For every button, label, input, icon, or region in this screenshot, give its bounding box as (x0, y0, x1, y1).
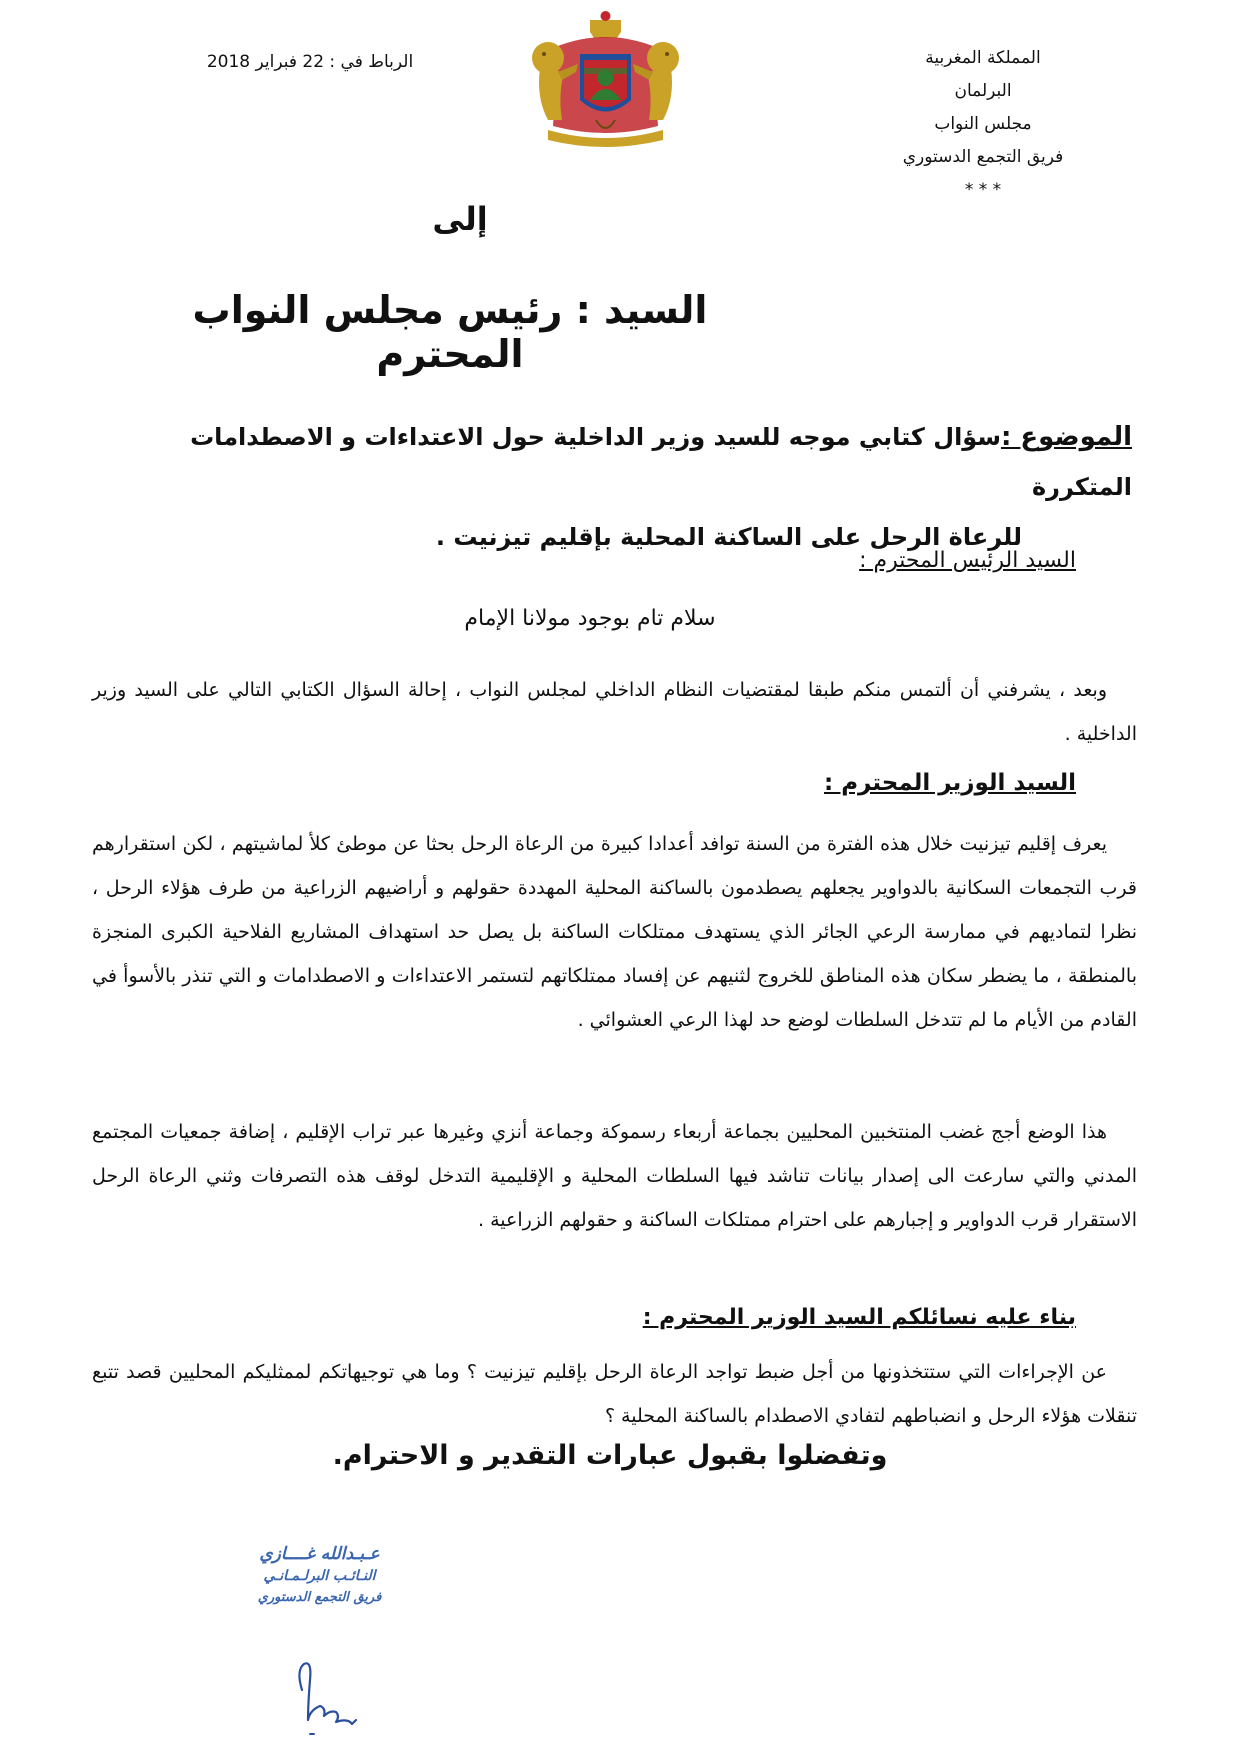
greeting: سلام تام بوجود مولانا الإمام (464, 606, 716, 631)
house-line: مجلس النواب (934, 114, 1032, 134)
group-line: فريق التجمع الدستوري (902, 147, 1064, 167)
signatory-party: فريق التجمع الدستوري (257, 1590, 382, 1605)
sender-header (853, 42, 1113, 207)
question-heading: بناء عليه نسائلكم السيد الوزير المحترم : (642, 1305, 1076, 1330)
separator-stars: * * * (964, 180, 1002, 200)
subject-text-1: سؤال كتابي موجه للسيد وزير الداخلية حول الاعتداءات و الاصطدامات المتكررة (190, 423, 1132, 501)
subject-line-1 (140, 412, 1132, 512)
question-paragraph (92, 1350, 1137, 1438)
subject-block (140, 412, 1132, 562)
crown-icon (590, 11, 621, 38)
paragraph-2-text: هذا الوضع أجج غضب المنتخبين المحليين بجماعة أربعاء رسموكة وجماعة أنزي وغيرها عبر تراب الإقليم ، إضافة جمعيات المجتمع المدني والتي سارعت الى إصدار بيانات تناشد فيها السلطات المحلية و الإقليمية التدخل لوقف هذه التصرفات وثني الرعاة الرحل الاستقرار قرب الدواوير و إجبارهم على احترام ممتلكات الساكنة و حقولهم الزراعية . (92, 1121, 1137, 1231)
to-label: إلى (432, 200, 488, 238)
intro-text: وبعد ، يشرفني أن ألتمس منكم طبقا لمقتضيات النظام الداخلي لمجلس النواب ، إحالة السؤال الكتابي التالي على السيد وزير الداخلية . (92, 679, 1137, 745)
minister-salutation: السيد الوزير المحترم : (823, 770, 1076, 796)
signatory-name: عـبـدالله غــــازي (259, 1544, 380, 1564)
body-paragraph-2 (92, 1110, 1137, 1242)
kingdom-line: المملكة المغربية (925, 48, 1041, 68)
question-text: عن الإجراءات التي ستتخذونها من أجل ضبط تواجد الرعاة الرحل بإقليم تيزنيت ؟ وما هي توجيهاتكم لممثليكم المحليين قصد تتبع تنقلات هؤلاء الرحل و انضباطهم لتفادي الاصطدام بالساكنة المحلية ؟ (92, 1361, 1137, 1427)
recipient-title: السيد : رئيس مجلس النواب المحترم (192, 288, 708, 376)
paragraph-1-text: يعرف إقليم تيزنيت خلال هذه الفترة من السنة توافد أعدادا كبيرة من الرعاة الرحل بحثا عن موطئ كلأ لماشيتهم ، لكن استقرارهم قرب التجمعات السكانية بالدواوير يجعلهم يصطدمون بالساكنة المحلية المهددة حقولهم و أراضيهم الزراعية من طرف هؤلاء الرحل ، نظرا لتماديهم في ممارسة الرعي الجائر الذي يستهدف ممتلكات الساكنة بل يصل حد استهداف المشاريع الفلاحية الكبرى المنجزة بالمنطقة ، ما يضطر سكان هذه المناطق للخروج لثنيهم عن إفساد ممتلكاتهم لتستمر الاعتداءات و الاصطدامات و التي تنذر بالأسوأ في القادم من الأيام ما لم تتدخل السلطات لوضع حد لهذا الرعي العشوائي . (92, 833, 1137, 1031)
subject-line-2: للرعاة الرحل على الساكنة المحلية بإقليم تيزنيت . (435, 523, 1022, 551)
signatory-stamp (232, 1543, 407, 1609)
intro-paragraph (92, 668, 1137, 756)
parliament-line: البرلمان (954, 81, 1012, 101)
place-date: الرباط في : 22 فبراير 2018 (206, 52, 414, 72)
moroccan-coat-of-arms-icon (518, 8, 693, 158)
signatory-role: النـائـب البرلـمـانـي (263, 1568, 376, 1584)
closing-formula: وتفضلوا بقبول عبارات التقدير و الاحترام. (332, 1440, 888, 1471)
handwritten-signature (290, 1650, 400, 1740)
subject-label: الموضوع : (1000, 422, 1132, 452)
body-paragraph-1 (92, 822, 1137, 1042)
shield-icon (580, 54, 631, 112)
president-salutation: السيد الرئيس المحترم : (859, 548, 1076, 573)
